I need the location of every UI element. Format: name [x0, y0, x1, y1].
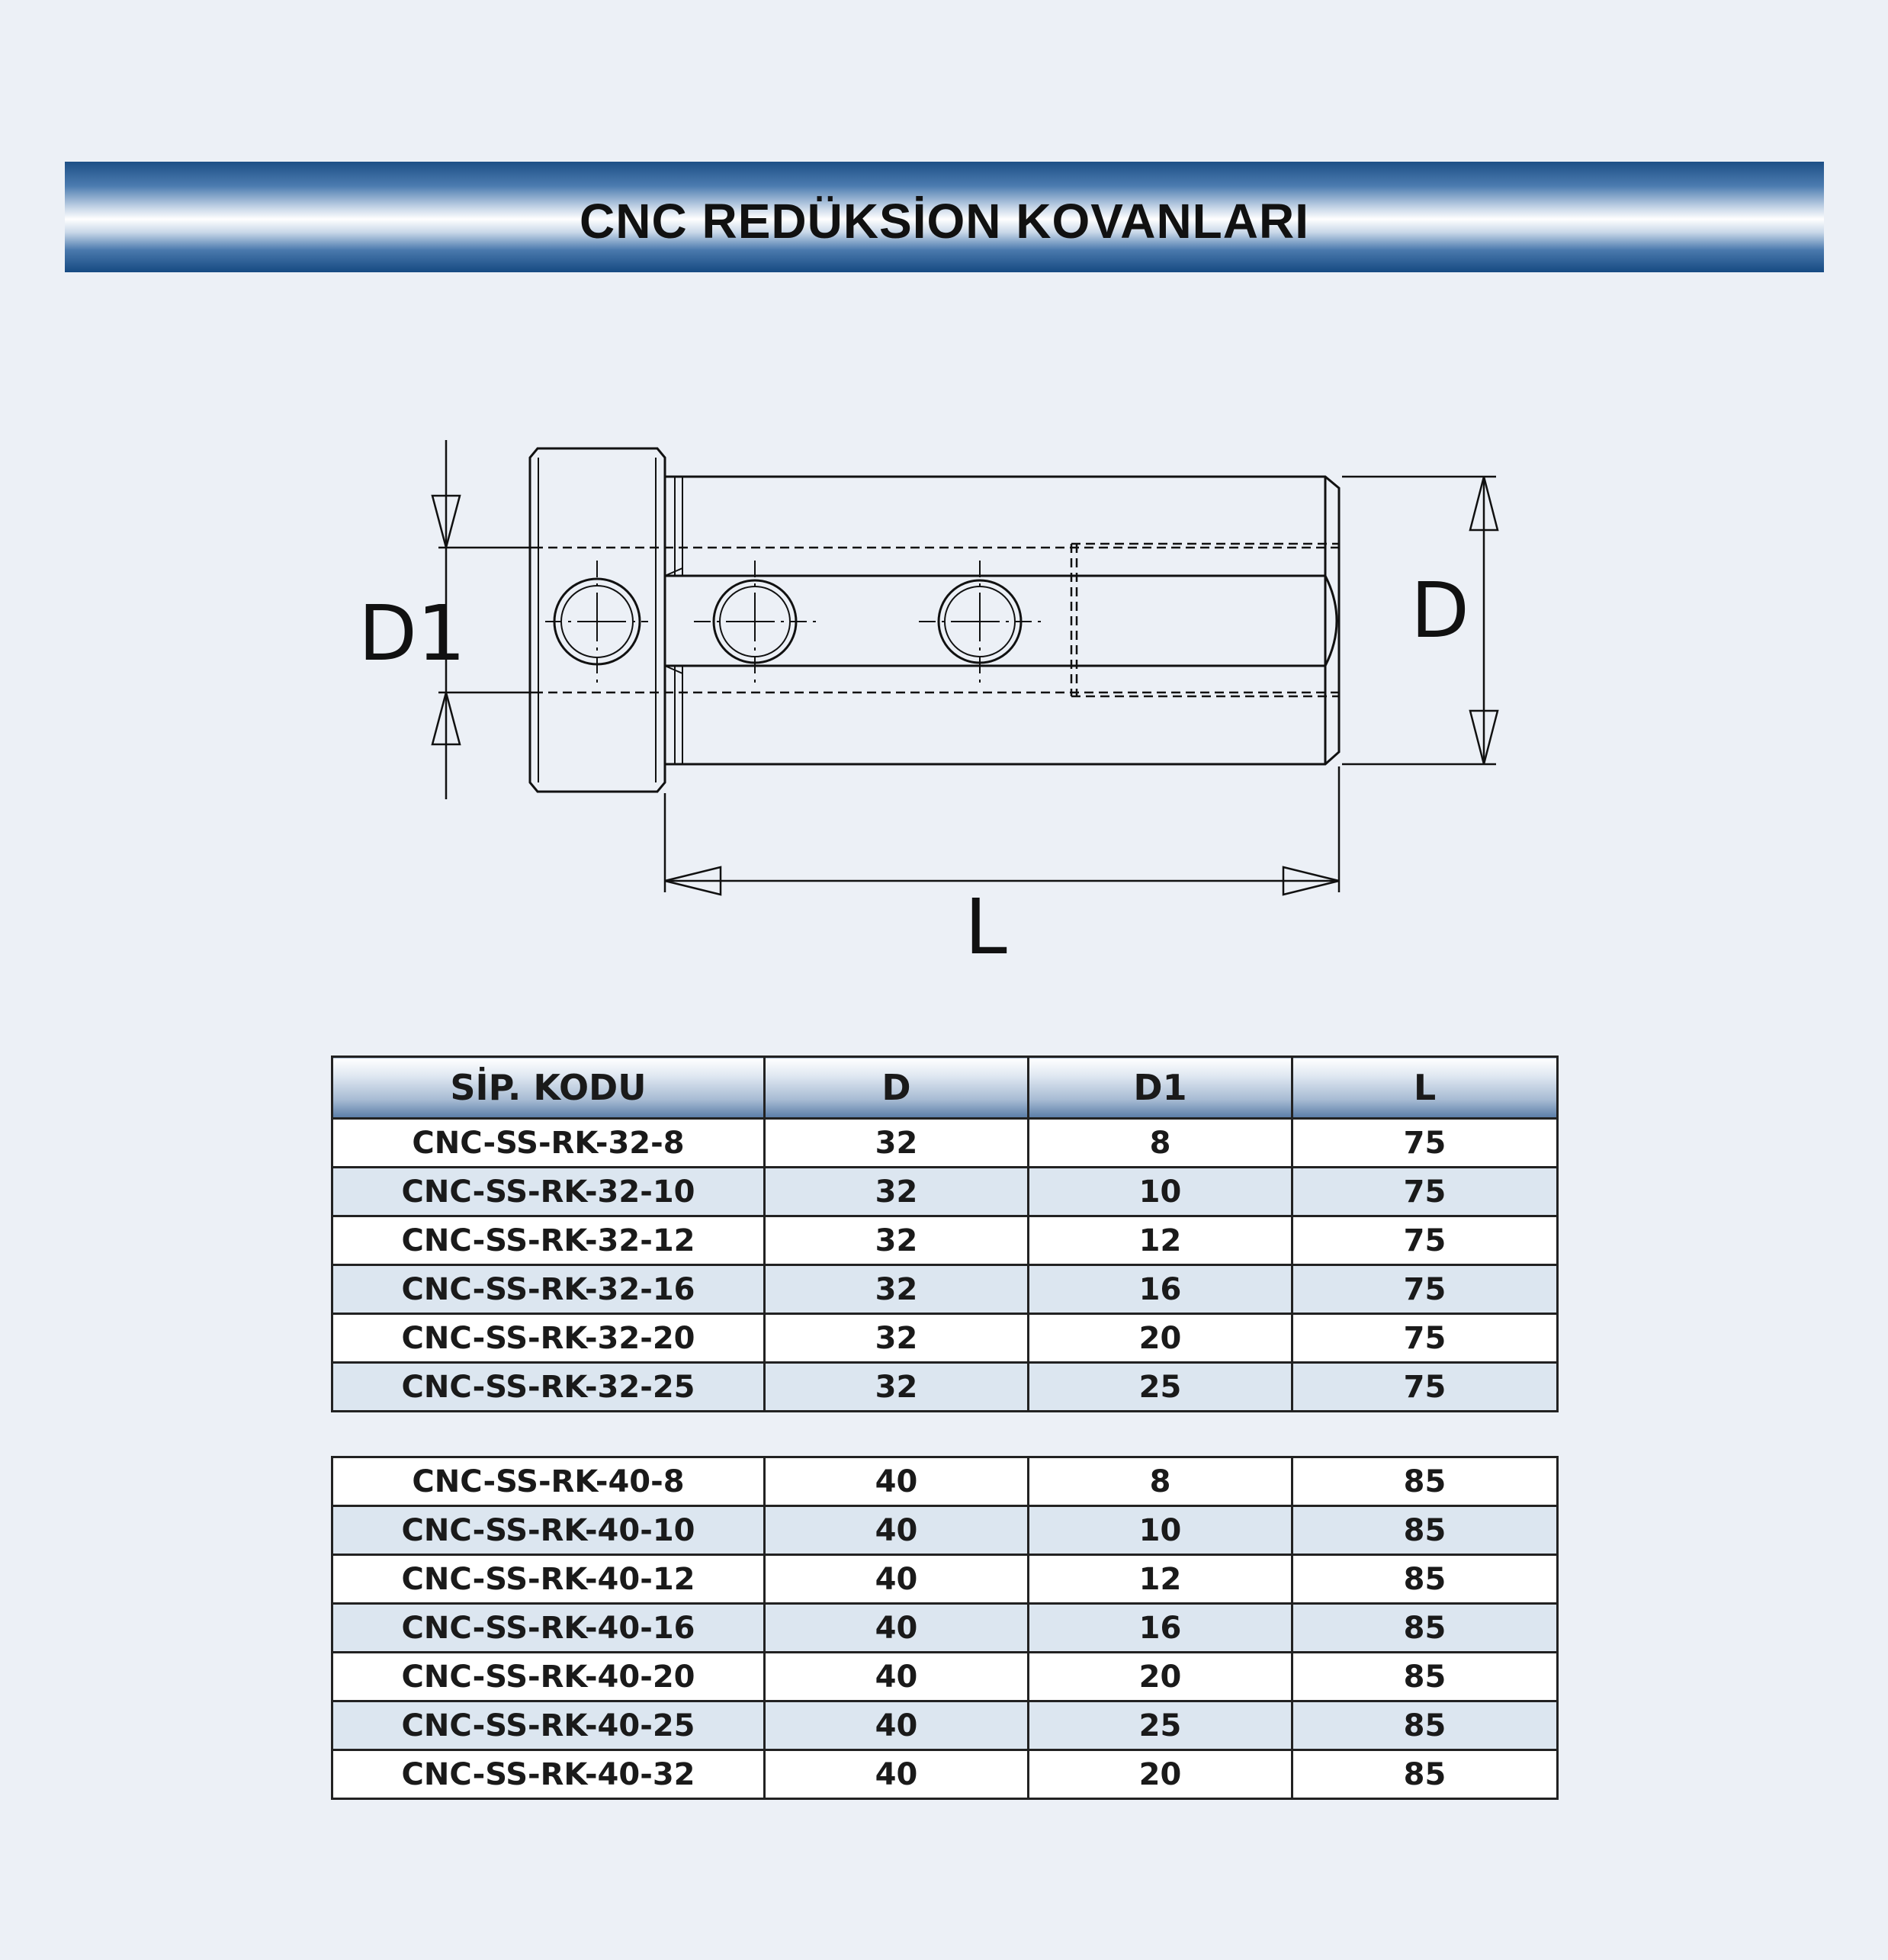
- cell-d: 32: [765, 1265, 1029, 1314]
- table-row: [332, 1506, 1558, 1555]
- cell-l: 85: [1292, 1750, 1558, 1799]
- spec-table-40: [331, 1456, 1559, 1800]
- cell-d1: 12: [1029, 1216, 1292, 1265]
- table-row: [332, 1750, 1558, 1799]
- table-body-32: [332, 1119, 1558, 1412]
- cell-l: 85: [1292, 1701, 1558, 1750]
- table-row: [332, 1457, 1558, 1506]
- cell-d1: 10: [1029, 1168, 1292, 1216]
- cell-code: CNC-SS-RK-40-16: [332, 1604, 765, 1653]
- cell-code: CNC-SS-RK-40-32: [332, 1750, 765, 1799]
- cell-d1: 20: [1029, 1653, 1292, 1701]
- table-row: [332, 1555, 1558, 1604]
- cell-l: 75: [1292, 1265, 1558, 1314]
- cell-l: 85: [1292, 1604, 1558, 1653]
- table-row: [332, 1363, 1558, 1412]
- cell-l: 75: [1292, 1119, 1558, 1168]
- cell-l: 75: [1292, 1216, 1558, 1265]
- cell-d1: 25: [1029, 1701, 1292, 1750]
- l-label: L: [965, 882, 1007, 972]
- table-row: [332, 1119, 1558, 1168]
- cell-code: CNC-SS-RK-40-8: [332, 1457, 765, 1506]
- table-row: [332, 1604, 1558, 1653]
- table-row: [332, 1653, 1558, 1701]
- table-row: [332, 1168, 1558, 1216]
- cell-l: 75: [1292, 1314, 1558, 1363]
- cell-d: 32: [765, 1363, 1029, 1412]
- cell-d1: 12: [1029, 1555, 1292, 1604]
- col-header-l: L: [1292, 1057, 1558, 1119]
- table-header: [332, 1057, 1558, 1119]
- table-row: [332, 1701, 1558, 1750]
- cell-d: 40: [765, 1604, 1029, 1653]
- cell-code: CNC-SS-RK-40-20: [332, 1653, 765, 1701]
- cell-d: 40: [765, 1750, 1029, 1799]
- cell-d: 40: [765, 1506, 1029, 1555]
- cell-d1: 25: [1029, 1363, 1292, 1412]
- cell-code: CNC-SS-RK-32-10: [332, 1168, 765, 1216]
- cell-d: 40: [765, 1653, 1029, 1701]
- cell-d1: 16: [1029, 1604, 1292, 1653]
- l-dimension: [665, 766, 1339, 895]
- cell-l: 85: [1292, 1506, 1558, 1555]
- d1-label: D1: [358, 589, 466, 678]
- d-label: D: [1411, 566, 1470, 655]
- table-row: [332, 1216, 1558, 1265]
- cell-code: CNC-SS-RK-40-25: [332, 1701, 765, 1750]
- cell-code: CNC-SS-RK-32-25: [332, 1363, 765, 1412]
- cell-code: CNC-SS-RK-32-8: [332, 1119, 765, 1168]
- col-header-code: SİP. KODU: [332, 1057, 765, 1119]
- cell-l: 85: [1292, 1653, 1558, 1701]
- table-row: [332, 1265, 1558, 1314]
- cell-code: CNC-SS-RK-32-20: [332, 1314, 765, 1363]
- cell-l: 75: [1292, 1363, 1558, 1412]
- body-outline: [665, 477, 1339, 764]
- cell-d: 32: [765, 1314, 1029, 1363]
- cell-l: 85: [1292, 1555, 1558, 1604]
- cell-d: 40: [765, 1457, 1029, 1506]
- col-header-d: D: [765, 1057, 1029, 1119]
- cell-d1: 8: [1029, 1119, 1292, 1168]
- cell-l: 75: [1292, 1168, 1558, 1216]
- cell-d1: 10: [1029, 1506, 1292, 1555]
- cell-d1: 20: [1029, 1314, 1292, 1363]
- cell-d1: 16: [1029, 1265, 1292, 1314]
- cell-code: CNC-SS-RK-40-12: [332, 1555, 765, 1604]
- cell-d1: 8: [1029, 1457, 1292, 1506]
- cell-d: 32: [765, 1216, 1029, 1265]
- col-header-d1: D1: [1029, 1057, 1292, 1119]
- spec-table-32: [331, 1056, 1559, 1412]
- table-row: [332, 1314, 1558, 1363]
- cell-l: 85: [1292, 1457, 1558, 1506]
- table-body-40: [332, 1457, 1558, 1799]
- cell-code: CNC-SS-RK-32-16: [332, 1265, 765, 1314]
- cell-d: 40: [765, 1555, 1029, 1604]
- cell-d: 32: [765, 1119, 1029, 1168]
- cell-code: CNC-SS-RK-40-10: [332, 1506, 765, 1555]
- cell-d: 40: [765, 1701, 1029, 1750]
- cell-d1: 20: [1029, 1750, 1292, 1799]
- cell-code: CNC-SS-RK-32-12: [332, 1216, 765, 1265]
- cell-d: 32: [765, 1168, 1029, 1216]
- page-title: CNC REDÜKSİON KOVANLARI: [580, 193, 1309, 249]
